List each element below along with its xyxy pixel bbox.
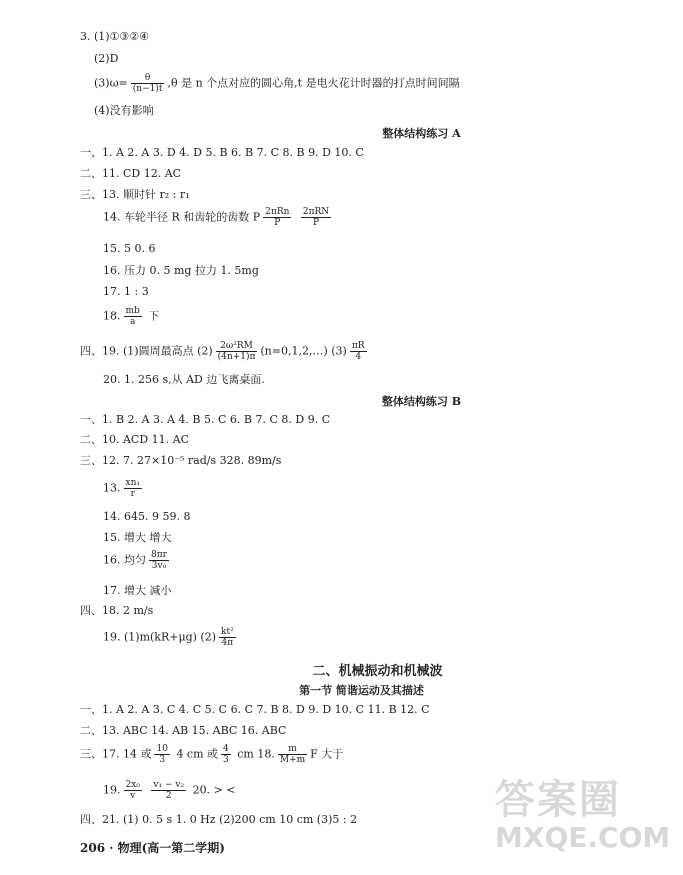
c-q19-fraction-2: $\frac{\text{v₁ − v₂}}{2}$ <box>153 780 185 801</box>
b-q12: 三、12. 7. 27×10⁻⁵ rad/s 328. 89m/s <box>80 454 282 467</box>
b-q16-fraction: $\frac{8\pi r}{\text{3v₀}}$ <box>151 550 167 571</box>
a-q17: 17. 1 : 3 <box>103 285 149 298</box>
b-q13-fraction: $\frac{\text{xn₁}}{r}$ <box>125 478 140 499</box>
q3-part3-prefix: (3)ω= <box>94 76 128 90</box>
c-q17-18: 三、17. 14 或 $\frac{10}{3}$ 4 cm 或 $\frac{4}{3}$ cm 18. $\frac{m}{M+m}$ F 大于 <box>80 744 344 765</box>
b-q16: 16. 均匀 $\frac{8\pi r}{\text{3v₀}}$ <box>103 550 167 571</box>
a-q19-fraction-1: $\frac{\text{2ω²RM}}{(4n+1)\pi}$ <box>217 341 256 362</box>
c-q18-fraction: $\frac{m}{M+m}$ <box>279 744 306 765</box>
q3-part3-text: ,θ 是 n 个点对应的圆心角,t 是电火花计时器的打点时间间隔 <box>167 76 460 90</box>
watermark-logo: 答案圈 MXQE.COM <box>495 777 671 854</box>
c-q21: 四、21. (1) 0. 5 s 1. 0 Hz (2)200 cm 10 cm (3)5 : 2 <box>80 813 358 826</box>
section-title-b: 整体结构练习 B <box>381 395 462 408</box>
q3-part4: (4)没有影响 <box>94 104 154 117</box>
a-multi-answers: 二、11. CD 12. AC <box>80 167 182 180</box>
a-choice-answers: 一、1. A 2. A 3. D 4. D 5. B 6. B 7. C 8. B 9. D 10. C <box>80 146 364 159</box>
a-q13: 三、13. 顺时针 r₂ : r₁ <box>80 188 190 201</box>
a-q19-fraction-2: $\frac{\pi R}{4}$ <box>351 341 365 362</box>
section-title-a: 整体结构练习 A <box>382 127 461 140</box>
a-q18: 18. $\frac{mb}{a}$ 下 <box>103 306 160 327</box>
c-q17-fraction-2: $\frac{4}{3}$ <box>223 744 229 765</box>
section-title-1: 第一节 简谐运动及其描述 <box>299 684 424 697</box>
c-multi-answers: 二、13. ABC 14. AB 15. ABC 16. ABC <box>80 724 287 737</box>
a-q14-fraction-1: $\frac{\text{2πRn}}{P}$ <box>265 207 290 228</box>
q3-fraction: $\frac{\theta}{(n-1)t}$ <box>132 73 163 94</box>
q3-part3 <box>94 73 460 94</box>
a-q14: 14. 车轮半径 R 和齿轮的齿数 P $\frac{\text{2πRn}}{P}$ $\frac{\text{2πRN}}{P}$ <box>103 207 330 228</box>
chapter-title: 二、机械振动和机械波 <box>312 664 443 679</box>
c-choice-answers: 一、1. A 2. A 3. C 4. C 5. C 6. C 7. B 8. D 9. D 10. C 11. B 12. C <box>80 703 430 716</box>
q3-part2: (2)D <box>94 52 119 65</box>
c-q17-fraction-1: $\frac{10}{3}$ <box>156 744 168 765</box>
b-multi-answers: 二、10. ACD 11. AC <box>80 433 190 446</box>
page-footer: 206 · 物理(高一第二学期) <box>80 841 225 855</box>
b-q19-fraction: $\frac{\text{kt²}}{4\pi}$ <box>221 627 234 648</box>
q3-part1: 3. (1)①③②④ <box>80 30 150 43</box>
a-q19: 四、19. (1)圆周最高点 (2) $\frac{\text{2ω²RM}}{(4n+1)\pi}$ (n=0,1,2,…) (3) $\frac{\pi R}{4}$ <box>80 341 365 362</box>
a-q16: 16. 压力 0. 5 mg 拉力 1. 5mg <box>103 264 259 277</box>
a-q14-fraction-2: $\frac{\text{2πRN}}{P}$ <box>302 207 330 228</box>
c-q19-fraction-1: $\frac{\text{2x₀}}{v}$ <box>125 780 140 801</box>
b-q18: 四、18. 2 m/s <box>80 604 154 617</box>
b-choice-answers: 一、1. B 2. A 3. A 4. B 5. C 6. B 7. C 8. D 9. C <box>80 413 331 426</box>
b-q13: 13. $\frac{\text{xn₁}}{r}$ <box>103 478 140 499</box>
b-q19: 19. (1)m(kR+μg) (2) $\frac{\text{kt²}}{4\pi}$ <box>103 627 234 648</box>
b-q17: 17. 增大 减小 <box>103 584 172 597</box>
b-q15: 15. 增大 增大 <box>103 531 172 544</box>
a-q20: 20. 1. 256 s,从 AD 边飞离桌面. <box>103 373 265 386</box>
a-q15: 15. 5 0. 6 <box>103 242 156 255</box>
a-q18-fraction: $\frac{mb}{a}$ <box>125 306 140 327</box>
b-q14: 14. 645. 9 59. 8 <box>103 510 191 523</box>
c-q19-20: 19. $\frac{\text{2x₀}}{v}$ $\frac{\text{v₁ − v₂}}{2}$ 20. > < <box>103 780 236 801</box>
